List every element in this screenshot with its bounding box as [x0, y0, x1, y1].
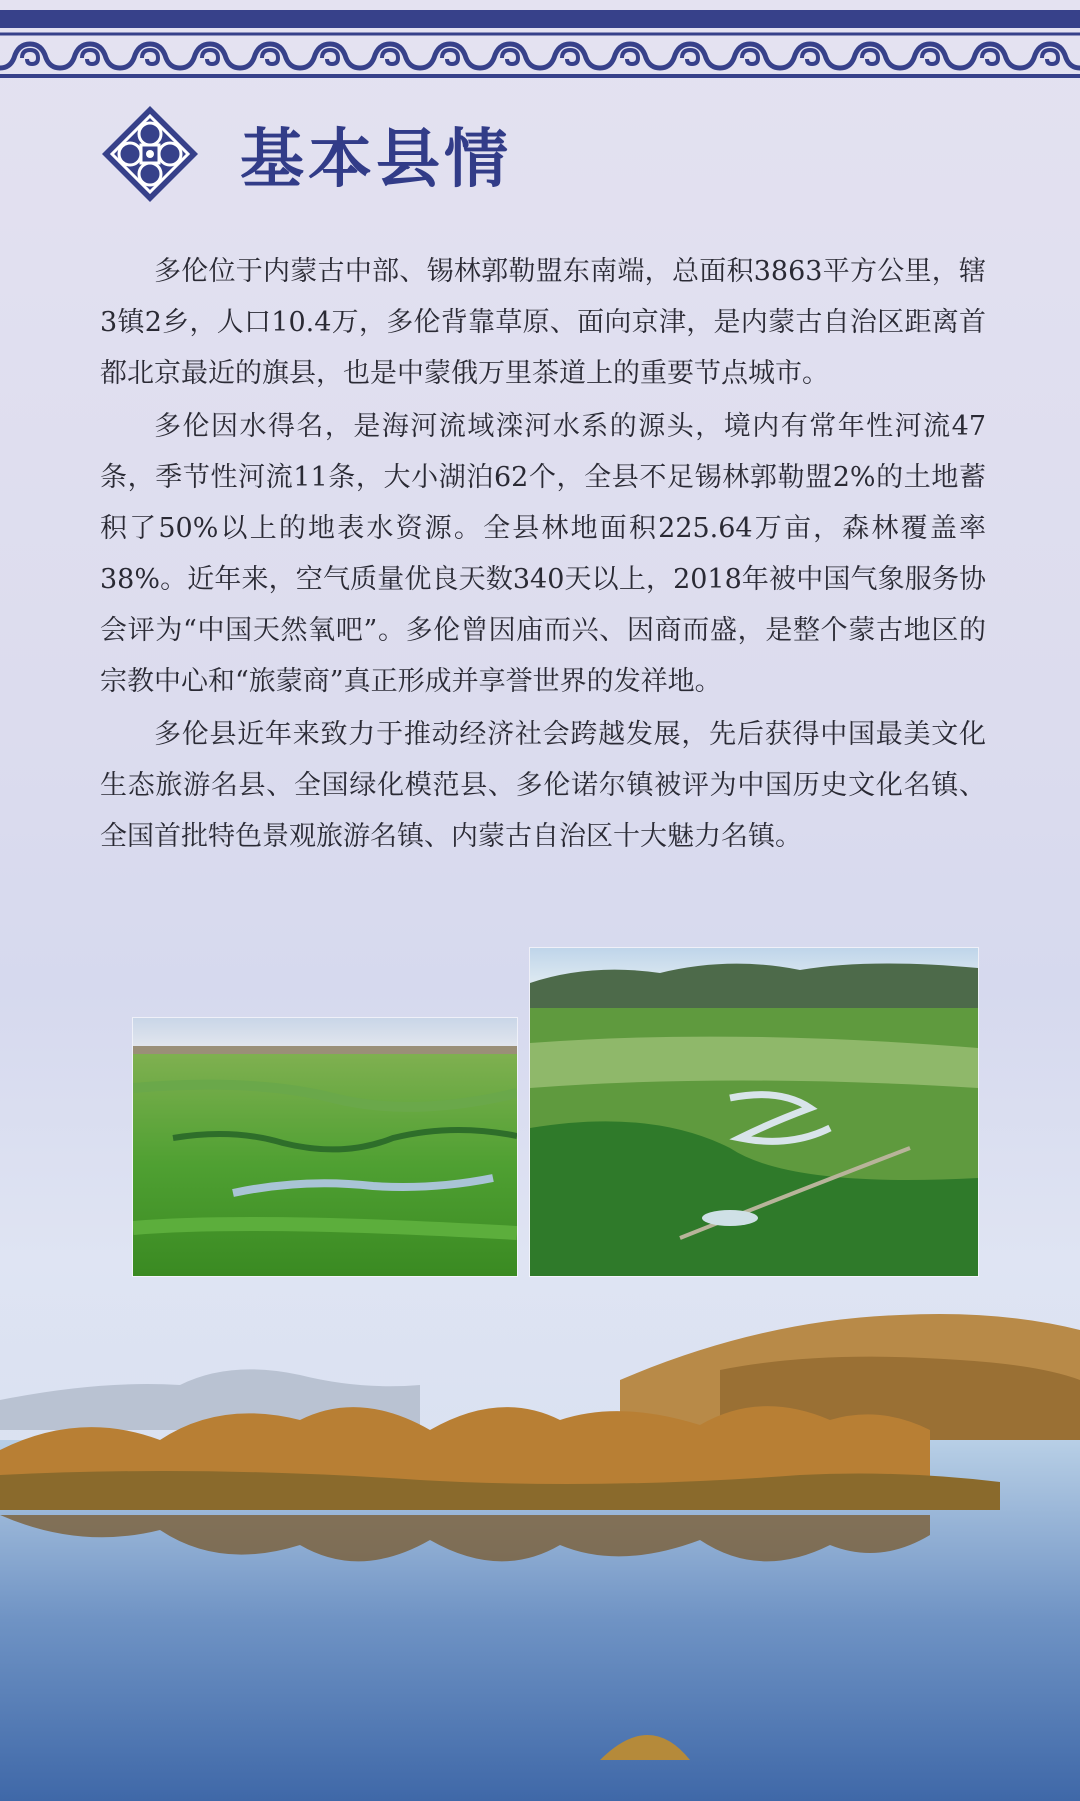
mongolian-knot-emblem-icon [100, 104, 200, 204]
top-bar [0, 10, 1080, 28]
title-block [100, 104, 512, 204]
cloud-scroll-border [0, 28, 1080, 80]
paragraph: 多伦位于内蒙古中部、锡林郭勒盟东南端，总面积3863平方公里，辖3镇2乡，人口10.4万，多伦背靠草原、面向京津，是内蒙古自治区距离首都北京最近的旗县，也是中蒙俄万里茶道上的重要节点城市。 [100, 256, 986, 389]
page-title: 基本县情 [240, 123, 512, 197]
paragraph: 多伦因水得名，是海河流域滦河水系的源头，境内有常年性河流47条，季节性河流11条，大小湖泊62个，全县不足锡林郭勒盟2%的土地蓄积了50%以上的地表水资源。全县林地面积225.64万亩，森林覆盖率38%。近年来，空气质量优良天数340天以上，2018年被中国气象服务协会评为“中国天然氧吧”。多伦曾因庙而兴、因商而盛，是整个蒙古地区的宗教中心和“旅蒙商”真正形成并享誉世界的发祥地。 [100, 411, 986, 697]
valley-forest-photo [530, 948, 978, 1276]
autumn-lake-landscape [0, 1290, 1080, 1801]
grassland-river-photo [133, 1018, 517, 1276]
paragraph: 多伦县近年来致力于推动经济社会跨越发展，先后获得中国最美文化生态旅游名县、全国绿化模范县、多伦诺尔镇被评为中国历史文化名镇、全国首批特色景观旅游名镇、内蒙古自治区十大魅力名镇。 [100, 719, 986, 852]
body-text [100, 246, 986, 864]
